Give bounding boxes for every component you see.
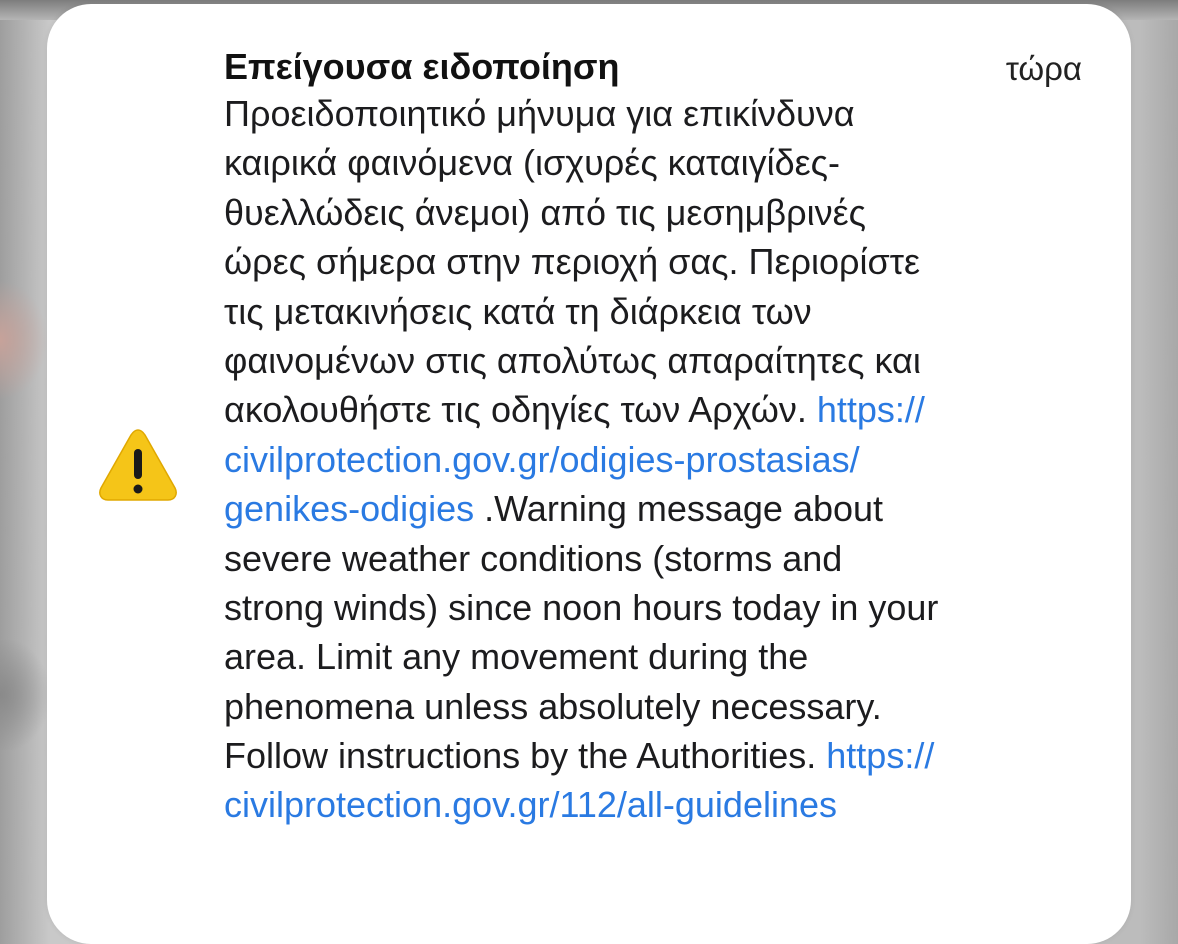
message-text: φαινομένων στις απολύτως απαραίτητες και <box>224 339 921 381</box>
background-left-blur-lower <box>0 640 48 750</box>
message-line <box>224 534 1104 583</box>
message-text: area. Limit any movement during the <box>224 636 809 678</box>
message-line <box>224 89 1104 138</box>
message-text: Προειδοποιητικό μήνυμα για επικίνδυνα <box>224 93 855 134</box>
message-text: ώρες σήμερα στην περιοχή σας. Περιορίστε <box>224 241 921 283</box>
message-line <box>224 435 1104 484</box>
message-line <box>224 385 1104 434</box>
message-text: strong winds) since noon hours today in your <box>224 586 939 628</box>
message-line <box>224 188 1104 237</box>
message-line <box>224 287 1104 336</box>
message-line <box>224 731 1104 780</box>
message-link[interactable]: genikes-odigies <box>224 488 475 530</box>
message-text: καιρικά φαινόμενα (ισχυρές καταιγίδες- <box>224 142 840 184</box>
warning-triangle-icon <box>97 424 179 506</box>
background-left-blur <box>0 280 48 400</box>
message-text: θυελλώδεις άνεμοι) από τις μεσημβρινές <box>224 191 866 233</box>
message-line <box>224 632 1104 681</box>
message-line <box>224 780 1104 829</box>
notification-timestamp: τώρα <box>1005 50 1082 87</box>
notification-title: Επείγουσα ειδοποίηση <box>224 46 620 87</box>
message-text: τις μετακινήσεις κατά τη διάρκεια των <box>224 290 812 332</box>
message-text: severe weather conditions (storms and <box>224 537 843 579</box>
message-line <box>224 484 1104 533</box>
message-line <box>224 237 1104 286</box>
emergency-alert-notification[interactable] <box>47 4 1131 944</box>
message-text: .Warning message about <box>474 488 884 530</box>
message-line <box>224 682 1104 731</box>
message-link[interactable]: civilprotection.gov.gr/odigies-prostasias/ <box>224 438 860 480</box>
message-line <box>224 138 1104 187</box>
message-text: ακολουθήστε τις οδηγίες των Αρχών. <box>224 389 817 431</box>
message-line <box>224 583 1104 632</box>
notification-header <box>224 42 1082 92</box>
message-text: phenomena unless absolutely necessary. <box>224 685 882 727</box>
notification-message <box>224 89 1104 830</box>
message-link[interactable]: https:// <box>826 735 935 777</box>
message-link[interactable]: civilprotection.gov.gr/112/all-guidelines <box>224 784 838 826</box>
message-text: Follow instructions by the Authorities. <box>224 735 827 777</box>
message-line <box>224 336 1104 385</box>
message-link[interactable]: https:// <box>816 389 925 431</box>
